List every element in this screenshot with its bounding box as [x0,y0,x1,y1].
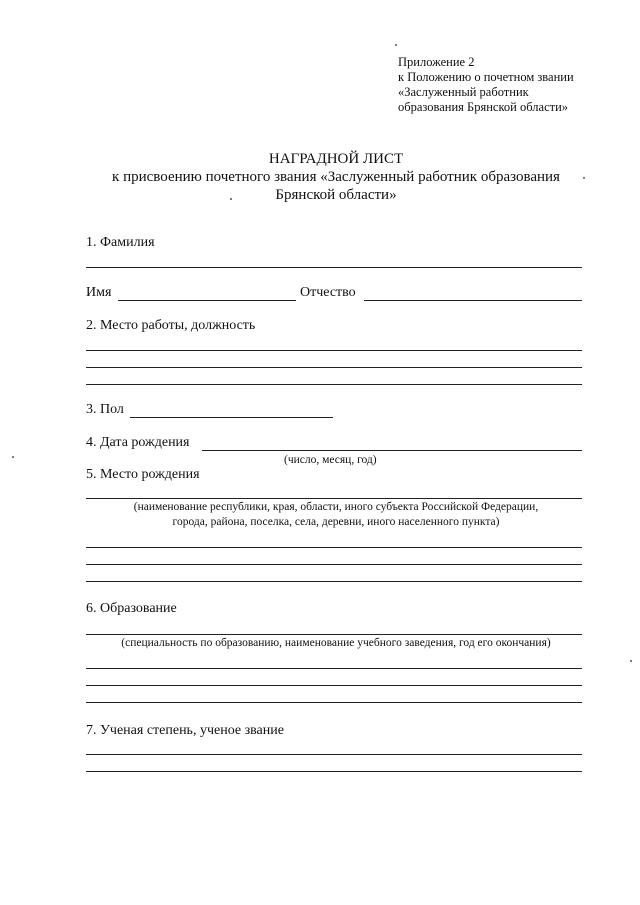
degree-field-line-1[interactable] [86,754,582,755]
birthplace-field-line-4[interactable] [86,581,582,582]
workplace-field-line-1[interactable] [86,350,582,351]
sex-field-line[interactable] [130,417,333,418]
education-label: 6. Образование [86,601,177,616]
document-subtitle-line-1: к присвоению почетного звания «Заслуженный работник образования [112,169,560,185]
patronymic-label: Отчество [300,285,356,300]
birthdate-label: 4. Дата рождения [86,435,190,450]
workplace-field-line-2[interactable] [86,367,582,368]
education-field-line-2[interactable] [86,668,582,669]
document-title: НАГРАДНОЙ ЛИСТ [268,151,404,167]
degree-label: 7. Ученая степень, ученое звание [86,723,284,738]
appendix-line-4: образования Брянской области» [398,100,569,114]
appendix-line-3: «Заслуженный работник [398,85,529,99]
birthplace-field-line-3[interactable] [86,564,582,565]
birthplace-field-line-2[interactable] [86,547,582,548]
birthdate-hint: (число, месяц, год) [284,454,377,466]
scan-speck [630,660,632,662]
education-field-line-3[interactable] [86,685,582,686]
appendix-line-1: Приложение 2 [398,55,475,69]
name-label: Имя [86,285,112,300]
sex-label: 3. Пол [86,402,124,417]
education-hint: (специальность по образованию, наименование учебного заведения, год его окончания) [121,637,551,649]
scan-speck [583,177,585,179]
scan-speck [12,456,14,458]
education-field-line-4[interactable] [86,702,582,703]
birthplace-field-line-1[interactable] [86,498,582,499]
birthdate-field-line[interactable] [202,450,582,451]
birthplace-hint-line-1: (наименование республики, края, области, иного субъекта Российской Федерации, [133,501,539,513]
scan-speck [230,198,232,200]
workplace-label: 2. Место работы, должность [86,318,256,333]
scan-speck [395,44,397,46]
appendix-line-2: к Положению о почетном звании [398,70,574,84]
patronymic-field-line[interactable] [364,300,582,301]
name-field-line[interactable] [118,300,296,301]
education-field-line-1[interactable] [86,634,582,635]
surname-label: 1. Фамилия [86,235,155,250]
birthplace-label: 5. Место рождения [86,467,200,482]
birthplace-hint-line-2: города, района, поселка, села, деревни, иного населенного пункта) [172,516,500,528]
document-subtitle-line-2: Брянской области» [275,187,397,203]
workplace-field-line-3[interactable] [86,384,582,385]
surname-field-line[interactable] [86,267,582,268]
degree-field-line-2[interactable] [86,771,582,772]
